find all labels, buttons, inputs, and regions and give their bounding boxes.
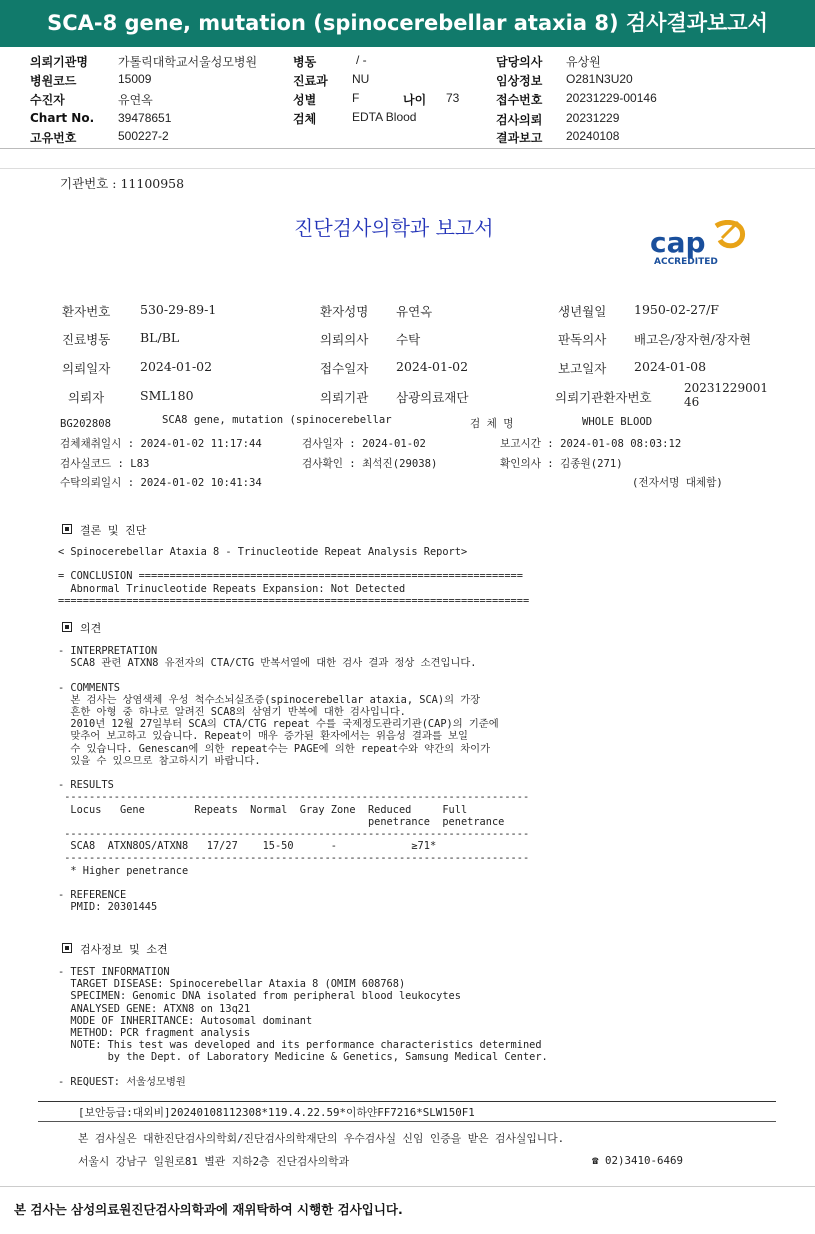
hdr-request-date: 검사의뢰 [496, 113, 543, 127]
footer-text: 본 검사는 삼성의료원진단검사의학과에 재위탁하여 시행한 검사입니다. [14, 1202, 403, 1217]
hdr-hospital: 의뢰기관명 [30, 55, 88, 69]
hdr-age: 나이 [403, 93, 427, 107]
footer [0, 1188, 815, 1234]
hdr-report-date: 결과보고 [496, 131, 543, 145]
hdr-unique-no: 고유번호 [30, 131, 77, 145]
hdr-hospital-code: 병원코드 [30, 74, 77, 88]
institution-number: 기관번호 : 11100958 [60, 176, 185, 191]
bottom-rule [38, 1101, 776, 1102]
hdr-receipt-no: 접수번호 [496, 93, 543, 107]
report-banner-title: SCA-8 gene, mutation (spinocerebellar ataxia 8) 검사결과보고서 [0, 0, 815, 47]
opinion-text: - INTERPRETATION SCA8 관련 ATXN8 유전자의 CTA/CTG 반복서열에 대한 검사 결과 정상 소견입니다. - COMMENTS 본 검사는 상염색체 우성 척수소뇌실조증(spinocerebellar ataxia, SCA)의 가장 흔한 아형 중 하나로 알려진 SCA8의 삼염기 반복에 대한 검사입니다. 2010년 12월 27일부터 SCA의 CTA/CTG repeat 수를 국제정도관리기관(CAP)의 기준에 맞추어 보고하고 있습니다. Repeat이 매우 증가된 환자에서는 위음성 결과를 보일 수 있습니다. Genescan에 의한 repeat수는 PAGE에 의한 repeat수와 약간의 차이가 있을 수 있으므로 참고하시기 바랍니다. - RESULTS --------------------------------------------------------------------------- Locus Gene Repeats Normal Gray Zone Reduced Full penetrance penetrance --------------------------------------------------------------------------- SCA8 ATXN8OS/ATXN8 17/27 15-50 - ≥71* --------------------------------------------------------------------------- * Higher penetrance - REFERENCE PMID: 20301445 [58, 645, 530, 914]
cap-logo-text: cap [650, 226, 706, 259]
lab-phone: ☎ 02)3410-6469 [592, 1154, 684, 1167]
security-line: [보안등급:대외비]20240108112308*119.4.22.59*이하얀FF7216*SLW150F1 [78, 1106, 475, 1119]
hdr-sex: 성별 [293, 93, 317, 107]
square-bullet-icon [62, 622, 72, 632]
section-opinion-heading: 의견 [62, 620, 101, 636]
square-bullet-icon [62, 524, 72, 534]
hdr-doctor: 담당의사 [496, 55, 543, 69]
test-info-text: - TEST INFORMATION TARGET DISEASE: Spinocerebellar Ataxia 8 (OMIM 608768) SPECIMEN: Genomic DNA isolated from peripheral blood leukocytes ANALYSED GENE: ATXN8 on 13q21 MODE OF INHERITANCE: Autosomal dominant METHOD: PCR fragment analysis NOTE: This test was developed and its performance characteristics determined by the Dept. of Laboratory Medicine & Genetics, Samsung Medical Center. - REQUEST: 서울성모병원 [58, 966, 548, 1088]
hdr-hospital-value: 가톨릭대학교서울성모병원 [118, 55, 258, 69]
hdr-patient: 수진자 [30, 93, 65, 107]
hdr-chart-no: Chart No. [30, 111, 95, 125]
hdr-dept: 진료과 [293, 74, 328, 88]
square-bullet-icon [62, 943, 72, 953]
hdr-clinical: 임상정보 [496, 74, 543, 88]
cap-accredited-logo [648, 220, 758, 270]
bottom-rule-2 [38, 1121, 776, 1122]
hdr-specimen: 검체 [293, 112, 317, 126]
hdr-ward: 병동 [293, 55, 317, 69]
header-divider [0, 148, 815, 149]
certification-text: 본 검사실은 대한진단검사의학회/진단검사의학재단의 우수검사실 신임 인증을 받은 검사실입니다. [78, 1132, 565, 1145]
report-title: 진단검사의학과 보고서 [294, 216, 494, 240]
section-conclusion-heading: 결론 및 진단 [62, 522, 146, 538]
cap-logo-subtext: ACCREDITED [654, 257, 718, 267]
section-info-heading: 검사정보 및 소견 [62, 941, 168, 957]
lab-address: 서울시 강남구 일원로81 별관 지하2층 진단검사의학과 [78, 1155, 350, 1168]
footer-divider [0, 1186, 815, 1187]
conclusion-text: < Spinocerebellar Ataxia 8 - Trinucleotide Repeat Analysis Report> = CONCLUSION ============================================================== Abnormal Trinucleotide Repeats Expansion: Not Detected ============================================================================ [58, 546, 530, 607]
scan-edge [0, 168, 815, 169]
